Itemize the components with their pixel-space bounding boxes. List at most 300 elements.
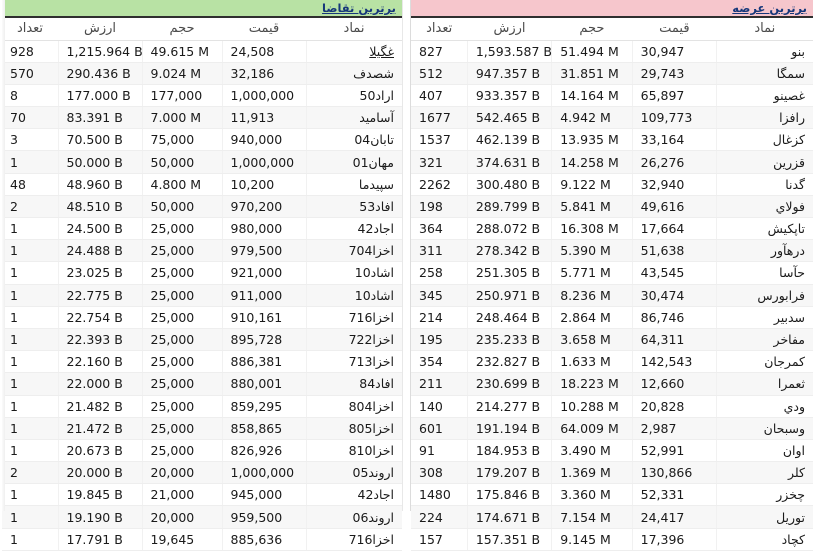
cell-price: 1,000,000 bbox=[222, 151, 306, 173]
cell-symbol[interactable] bbox=[717, 151, 813, 173]
table-row[interactable] bbox=[411, 218, 813, 240]
cell-symbol[interactable] bbox=[717, 262, 813, 284]
cell-count: 407 bbox=[411, 84, 467, 106]
cell-volume: 25,000 bbox=[142, 373, 222, 395]
cell-volume: 21,000 bbox=[142, 484, 222, 506]
cell-value: 250.971 B bbox=[467, 284, 551, 306]
cell-volume: 4.800 M bbox=[142, 173, 222, 195]
cell-count: 1 bbox=[2, 417, 58, 439]
cell-symbol[interactable] bbox=[306, 351, 402, 373]
symbol-link[interactable]: فرابورس bbox=[757, 287, 805, 303]
cell-volume: 31.851 M bbox=[552, 62, 632, 84]
demand-panel-title: برترین تقاضا bbox=[322, 1, 396, 15]
demand-panel bbox=[2, 0, 402, 547]
cell-symbol[interactable] bbox=[717, 40, 813, 62]
cell-price: 64,311 bbox=[632, 328, 716, 350]
cell-volume: 19,645 bbox=[142, 528, 222, 550]
table-row[interactable] bbox=[411, 506, 813, 528]
cell-count: 1 bbox=[2, 284, 58, 306]
cell-price: 885,636 bbox=[222, 528, 306, 550]
table-row[interactable] bbox=[2, 528, 402, 550]
cell-value: 22.393 B bbox=[58, 328, 142, 350]
table-row[interactable] bbox=[411, 107, 813, 129]
cell-volume: 18.223 M bbox=[552, 373, 632, 395]
cell-value: 214.277 B bbox=[467, 395, 551, 417]
symbol-link[interactable]: اراد50 bbox=[359, 87, 394, 103]
cell-count: 1 bbox=[2, 328, 58, 350]
symbol-link[interactable]: توریل bbox=[776, 509, 805, 525]
table-row[interactable] bbox=[411, 40, 813, 62]
cell-count: 827 bbox=[411, 40, 467, 62]
cell-volume: 25,000 bbox=[142, 284, 222, 306]
cell-volume: 25,000 bbox=[142, 262, 222, 284]
supply-table-head bbox=[411, 18, 813, 40]
supply-panel bbox=[411, 0, 813, 547]
cell-count: 1 bbox=[2, 395, 58, 417]
cell-volume: 3.490 M bbox=[552, 439, 632, 461]
cell-value: 70.500 B bbox=[58, 129, 142, 151]
cell-count: 70 bbox=[2, 107, 58, 129]
table-row[interactable] bbox=[2, 484, 402, 506]
symbol-link[interactable]: کزغال bbox=[772, 132, 805, 148]
table-row[interactable] bbox=[2, 506, 402, 528]
cell-count: 1 bbox=[2, 373, 58, 395]
cell-volume: 5.771 M bbox=[552, 262, 632, 284]
table-row[interactable] bbox=[2, 40, 402, 62]
symbol-link[interactable]: اخزا716 bbox=[348, 309, 394, 325]
table-row[interactable] bbox=[411, 84, 813, 106]
cell-volume: 9.122 M bbox=[552, 173, 632, 195]
cell-volume: 8.236 M bbox=[552, 284, 632, 306]
table-row[interactable] bbox=[2, 395, 402, 417]
cell-symbol[interactable] bbox=[717, 373, 813, 395]
supply-table-body bbox=[411, 40, 813, 550]
cell-count: 311 bbox=[411, 240, 467, 262]
cell-value: 232.827 B bbox=[467, 351, 551, 373]
symbol-link[interactable]: حآسا bbox=[779, 265, 805, 281]
table-row[interactable] bbox=[2, 262, 402, 284]
cell-volume: 14.258 M bbox=[552, 151, 632, 173]
cell-value: 290.436 B bbox=[58, 62, 142, 84]
cell-symbol[interactable] bbox=[717, 129, 813, 151]
cell-symbol[interactable] bbox=[717, 462, 813, 484]
cell-price: 24,417 bbox=[632, 506, 716, 528]
demand-col-value[interactable]: ارزش bbox=[58, 18, 142, 40]
cell-volume: 2.864 M bbox=[552, 306, 632, 328]
cell-value: 22.160 B bbox=[58, 351, 142, 373]
cell-value: 174.671 B bbox=[467, 506, 551, 528]
cell-volume: 20,000 bbox=[142, 506, 222, 528]
supply-panel-header bbox=[411, 0, 813, 18]
cell-symbol[interactable] bbox=[717, 506, 813, 528]
cell-value: 248.464 B bbox=[467, 306, 551, 328]
cell-volume: 50,000 bbox=[142, 195, 222, 217]
cell-symbol[interactable] bbox=[306, 462, 402, 484]
cell-volume: 14.164 M bbox=[552, 84, 632, 106]
cell-value: 19.845 B bbox=[58, 484, 142, 506]
symbol-link[interactable]: افاد84 bbox=[359, 376, 394, 392]
cell-value: 542.465 B bbox=[467, 107, 551, 129]
cell-price: 895,728 bbox=[222, 328, 306, 350]
cell-value: 83.391 B bbox=[58, 107, 142, 129]
cell-symbol[interactable] bbox=[717, 284, 813, 306]
cell-price: 886,381 bbox=[222, 351, 306, 373]
cell-volume: 25,000 bbox=[142, 395, 222, 417]
demand-col-volume[interactable]: حجم bbox=[142, 18, 222, 40]
cell-volume: 25,000 bbox=[142, 218, 222, 240]
supply-col-volume[interactable]: حجم bbox=[552, 18, 632, 40]
symbol-link[interactable]: اخزا713 bbox=[348, 354, 394, 370]
table-row[interactable] bbox=[411, 284, 813, 306]
symbol-link[interactable]: اخزا716 bbox=[348, 531, 394, 547]
supply-col-symbol[interactable]: نماد bbox=[717, 18, 813, 40]
cell-count: 321 bbox=[411, 151, 467, 173]
cell-symbol[interactable] bbox=[306, 195, 402, 217]
cell-value: 288.072 B bbox=[467, 218, 551, 240]
cell-volume: 50,000 bbox=[142, 151, 222, 173]
demand-panel-header bbox=[2, 0, 402, 18]
symbol-link[interactable]: اخزا722 bbox=[348, 332, 394, 348]
cell-volume: 25,000 bbox=[142, 328, 222, 350]
cell-count: 198 bbox=[411, 195, 467, 217]
cell-count: 1 bbox=[2, 528, 58, 550]
table-row[interactable] bbox=[411, 462, 813, 484]
table-row[interactable] bbox=[411, 173, 813, 195]
cell-count: 2 bbox=[2, 462, 58, 484]
symbol-link[interactable]: اروند05 bbox=[352, 465, 394, 481]
cell-symbol[interactable] bbox=[717, 195, 813, 217]
supply-col-price[interactable]: قیمت bbox=[632, 18, 716, 40]
demand-col-count[interactable]: تعداد bbox=[2, 18, 58, 40]
cell-symbol[interactable] bbox=[306, 107, 402, 129]
cell-symbol[interactable] bbox=[306, 439, 402, 461]
cell-symbol[interactable] bbox=[717, 107, 813, 129]
cell-symbol[interactable] bbox=[717, 173, 813, 195]
cell-symbol[interactable] bbox=[306, 484, 402, 506]
cell-count: 1677 bbox=[411, 107, 467, 129]
cell-value: 17.791 B bbox=[58, 528, 142, 550]
symbol-link[interactable]: اروند06 bbox=[352, 509, 394, 525]
cell-price: 20,828 bbox=[632, 395, 716, 417]
cell-price: 959,500 bbox=[222, 506, 306, 528]
cell-symbol[interactable] bbox=[306, 218, 402, 240]
symbol-link[interactable]: تاپکیش bbox=[767, 221, 805, 237]
symbol-link[interactable]: اخزا804 bbox=[348, 398, 394, 414]
cell-value: 177.000 B bbox=[58, 84, 142, 106]
table-row[interactable] bbox=[411, 528, 813, 550]
supply-col-count[interactable]: تعداد bbox=[411, 18, 467, 40]
cell-volume: 25,000 bbox=[142, 306, 222, 328]
cell-symbol[interactable] bbox=[717, 439, 813, 461]
symbol-link[interactable]: شصدف bbox=[353, 65, 394, 81]
table-row[interactable] bbox=[411, 195, 813, 217]
cell-volume: 25,000 bbox=[142, 240, 222, 262]
cell-value: 50.000 B bbox=[58, 151, 142, 173]
cell-value: 235.233 B bbox=[467, 328, 551, 350]
cell-value: 374.631 B bbox=[467, 151, 551, 173]
symbol-link[interactable]: اخزا810 bbox=[348, 442, 394, 458]
symbol-link[interactable]: فولاي bbox=[775, 198, 805, 214]
cell-count: 1 bbox=[2, 218, 58, 240]
table-row[interactable] bbox=[2, 173, 402, 195]
cell-symbol[interactable] bbox=[717, 84, 813, 106]
symbol-link[interactable]: اوان bbox=[782, 442, 805, 458]
cell-price: 910,161 bbox=[222, 306, 306, 328]
cell-value: 251.305 B bbox=[467, 262, 551, 284]
symbol-link[interactable]: اخزا704 bbox=[348, 243, 394, 259]
symbol-link[interactable]: بنو bbox=[791, 43, 805, 59]
cell-price: 980,000 bbox=[222, 218, 306, 240]
cell-value: 20.000 B bbox=[58, 462, 142, 484]
cell-symbol[interactable] bbox=[717, 62, 813, 84]
cell-price: 65,897 bbox=[632, 84, 716, 106]
cell-price: 43,545 bbox=[632, 262, 716, 284]
cell-symbol[interactable] bbox=[306, 151, 402, 173]
symbol-link[interactable]: مهان01 bbox=[352, 154, 394, 170]
cell-count: 1 bbox=[2, 306, 58, 328]
cell-count: 354 bbox=[411, 351, 467, 373]
cell-symbol[interactable] bbox=[306, 528, 402, 550]
symbol-link[interactable]: کلر bbox=[788, 465, 805, 481]
cell-value: 300.480 B bbox=[467, 173, 551, 195]
table-row[interactable] bbox=[411, 262, 813, 284]
cell-value: 22.754 B bbox=[58, 306, 142, 328]
symbol-link[interactable]: سدبیر bbox=[773, 309, 805, 325]
cell-count: 1 bbox=[2, 151, 58, 173]
symbol-link[interactable]: وسبحان bbox=[763, 420, 805, 436]
symbol-link[interactable]: تابان04 bbox=[354, 132, 394, 148]
demand-table-body bbox=[2, 40, 402, 550]
cell-volume: 10.288 M bbox=[552, 395, 632, 417]
cell-price: 911,000 bbox=[222, 284, 306, 306]
demand-panel-edge bbox=[2, 0, 5, 511]
cell-symbol[interactable] bbox=[717, 306, 813, 328]
cell-symbol[interactable] bbox=[306, 62, 402, 84]
cell-value: 175.846 B bbox=[467, 484, 551, 506]
cell-price: 940,000 bbox=[222, 129, 306, 151]
cell-count: 345 bbox=[411, 284, 467, 306]
cell-price: 826,926 bbox=[222, 439, 306, 461]
cell-value: 22.775 B bbox=[58, 284, 142, 306]
cell-symbol[interactable] bbox=[306, 373, 402, 395]
cell-count: 364 bbox=[411, 218, 467, 240]
cell-price: 858,865 bbox=[222, 417, 306, 439]
cell-count: 1 bbox=[2, 439, 58, 461]
table-row[interactable] bbox=[411, 417, 813, 439]
supply-table-scroll-area[interactable] bbox=[411, 18, 813, 551]
symbol-link[interactable]: کمرجان bbox=[764, 354, 805, 370]
symbol-link[interactable]: غگیلا bbox=[369, 43, 394, 59]
cell-symbol[interactable] bbox=[717, 484, 813, 506]
cell-value: 21.472 B bbox=[58, 417, 142, 439]
cell-volume: 5.841 M bbox=[552, 195, 632, 217]
table-row[interactable] bbox=[411, 484, 813, 506]
cell-price: 49,616 bbox=[632, 195, 716, 217]
cell-price: 142,543 bbox=[632, 351, 716, 373]
table-row[interactable] bbox=[411, 351, 813, 373]
cell-value: 24.500 B bbox=[58, 218, 142, 240]
table-row[interactable] bbox=[411, 395, 813, 417]
table-row[interactable] bbox=[411, 373, 813, 395]
table-row[interactable] bbox=[2, 129, 402, 151]
table-row[interactable] bbox=[411, 306, 813, 328]
cell-value: 191.194 B bbox=[467, 417, 551, 439]
cell-volume: 9.024 M bbox=[142, 62, 222, 84]
cell-value: 184.953 B bbox=[467, 439, 551, 461]
table-row[interactable] bbox=[2, 62, 402, 84]
cell-value: 24.488 B bbox=[58, 240, 142, 262]
table-row[interactable] bbox=[2, 195, 402, 217]
cell-price: 29,743 bbox=[632, 62, 716, 84]
cell-count: 157 bbox=[411, 528, 467, 550]
cell-count: 214 bbox=[411, 306, 467, 328]
table-row[interactable] bbox=[2, 306, 402, 328]
table-row[interactable] bbox=[2, 439, 402, 461]
cell-symbol[interactable] bbox=[306, 262, 402, 284]
cell-symbol[interactable] bbox=[717, 417, 813, 439]
symbol-link[interactable]: ودي bbox=[783, 398, 805, 414]
cell-symbol[interactable] bbox=[306, 306, 402, 328]
cell-value: 20.673 B bbox=[58, 439, 142, 461]
cell-count: 91 bbox=[411, 439, 467, 461]
table-row[interactable] bbox=[2, 328, 402, 350]
cell-symbol[interactable] bbox=[306, 40, 402, 62]
symbol-link[interactable]: کچاد bbox=[781, 531, 805, 547]
cell-value: 462.139 B bbox=[467, 129, 551, 151]
cell-price: 32,940 bbox=[632, 173, 716, 195]
cell-price: 51,638 bbox=[632, 240, 716, 262]
table-row[interactable] bbox=[2, 84, 402, 106]
cell-price: 970,200 bbox=[222, 195, 306, 217]
cell-volume: 177,000 bbox=[142, 84, 222, 106]
symbol-link[interactable]: اجاد42 bbox=[357, 487, 394, 503]
cell-price: 1,000,000 bbox=[222, 462, 306, 484]
table-row[interactable] bbox=[411, 439, 813, 461]
table-row[interactable] bbox=[2, 417, 402, 439]
table-row[interactable] bbox=[2, 351, 402, 373]
cell-symbol[interactable] bbox=[306, 84, 402, 106]
cell-price: 859,295 bbox=[222, 395, 306, 417]
cell-price: 30,474 bbox=[632, 284, 716, 306]
table-row[interactable] bbox=[411, 129, 813, 151]
cell-volume: 5.390 M bbox=[552, 240, 632, 262]
cell-count: 1 bbox=[2, 240, 58, 262]
cell-volume: 13.935 M bbox=[552, 129, 632, 151]
table-row[interactable] bbox=[411, 328, 813, 350]
table-row[interactable] bbox=[2, 373, 402, 395]
supply-col-value[interactable]: ارزش bbox=[467, 18, 551, 40]
cell-value: 21.482 B bbox=[58, 395, 142, 417]
cell-symbol[interactable] bbox=[717, 240, 813, 262]
cell-symbol[interactable] bbox=[306, 328, 402, 350]
cell-value: 1,593.587 B bbox=[467, 40, 551, 62]
cell-value: 19.190 B bbox=[58, 506, 142, 528]
cell-symbol[interactable] bbox=[717, 395, 813, 417]
cell-symbol[interactable] bbox=[306, 173, 402, 195]
cell-symbol[interactable] bbox=[717, 328, 813, 350]
symbol-link[interactable]: چخزر bbox=[776, 487, 805, 503]
cell-price: 86,746 bbox=[632, 306, 716, 328]
cell-symbol[interactable] bbox=[306, 240, 402, 262]
table-row[interactable] bbox=[2, 284, 402, 306]
symbol-link[interactable]: اجاد42 bbox=[357, 221, 394, 237]
symbol-link[interactable]: قزرین bbox=[773, 154, 805, 170]
cell-count: 601 bbox=[411, 417, 467, 439]
cell-symbol[interactable] bbox=[717, 351, 813, 373]
demand-col-price[interactable]: قیمت bbox=[222, 18, 306, 40]
cell-volume: 7.154 M bbox=[552, 506, 632, 528]
table-row[interactable] bbox=[2, 218, 402, 240]
table-row[interactable] bbox=[411, 62, 813, 84]
cell-volume: 3.360 M bbox=[552, 484, 632, 506]
cell-price: 52,331 bbox=[632, 484, 716, 506]
cell-volume: 75,000 bbox=[142, 129, 222, 151]
cell-value: 1,215.964 B bbox=[58, 40, 142, 62]
cell-symbol[interactable] bbox=[306, 284, 402, 306]
cell-count: 224 bbox=[411, 506, 467, 528]
symbol-link[interactable]: گدنا bbox=[785, 176, 805, 192]
symbol-link[interactable]: سپیدما bbox=[358, 176, 394, 192]
cell-price: 33,164 bbox=[632, 129, 716, 151]
symbol-link[interactable]: غصینو bbox=[773, 87, 805, 103]
cell-value: 230.699 B bbox=[467, 373, 551, 395]
cell-count: 211 bbox=[411, 373, 467, 395]
cell-price: 17,664 bbox=[632, 218, 716, 240]
symbol-link[interactable]: اشاد10 bbox=[354, 265, 394, 281]
cell-count: 2 bbox=[2, 195, 58, 217]
symbol-link[interactable]: افاد53 bbox=[359, 198, 394, 214]
supply-table bbox=[411, 18, 813, 551]
cell-volume: 51.494 M bbox=[552, 40, 632, 62]
demand-col-symbol[interactable]: نماد bbox=[306, 18, 402, 40]
cell-symbol[interactable] bbox=[306, 506, 402, 528]
table-row[interactable] bbox=[2, 462, 402, 484]
supply-header-row bbox=[411, 18, 813, 40]
cell-price: 11,913 bbox=[222, 107, 306, 129]
cell-volume: 20,000 bbox=[142, 462, 222, 484]
symbol-link[interactable]: اشاد10 bbox=[354, 287, 394, 303]
cell-price: 32,186 bbox=[222, 62, 306, 84]
cell-symbol[interactable] bbox=[306, 395, 402, 417]
symbol-link[interactable]: سمگا bbox=[776, 65, 805, 81]
cell-price: 17,396 bbox=[632, 528, 716, 550]
demand-table-scroll-area[interactable] bbox=[2, 18, 402, 551]
cell-symbol[interactable] bbox=[717, 528, 813, 550]
cell-symbol[interactable] bbox=[306, 129, 402, 151]
cell-price: 10,200 bbox=[222, 173, 306, 195]
cell-count: 8 bbox=[2, 84, 58, 106]
table-row[interactable] bbox=[2, 151, 402, 173]
symbol-link[interactable]: آسامید bbox=[359, 110, 394, 126]
cell-value: 933.357 B bbox=[467, 84, 551, 106]
symbol-link[interactable]: اخزا805 bbox=[348, 420, 394, 436]
table-row[interactable] bbox=[2, 107, 402, 129]
symbol-link[interactable]: درهآور bbox=[770, 243, 805, 259]
symbol-link[interactable]: مفاخر bbox=[773, 332, 805, 348]
table-row[interactable] bbox=[2, 240, 402, 262]
cell-price: 945,000 bbox=[222, 484, 306, 506]
table-row[interactable] bbox=[411, 240, 813, 262]
cell-symbol[interactable] bbox=[717, 218, 813, 240]
table-row[interactable] bbox=[411, 151, 813, 173]
cell-volume: 49.615 M bbox=[142, 40, 222, 62]
cell-count: 48 bbox=[2, 173, 58, 195]
symbol-link[interactable]: رافزا bbox=[779, 110, 805, 126]
symbol-link[interactable]: ثعمرا bbox=[777, 376, 805, 392]
cell-count: 1 bbox=[2, 262, 58, 284]
cell-symbol[interactable] bbox=[306, 417, 402, 439]
cell-volume: 16.308 M bbox=[552, 218, 632, 240]
